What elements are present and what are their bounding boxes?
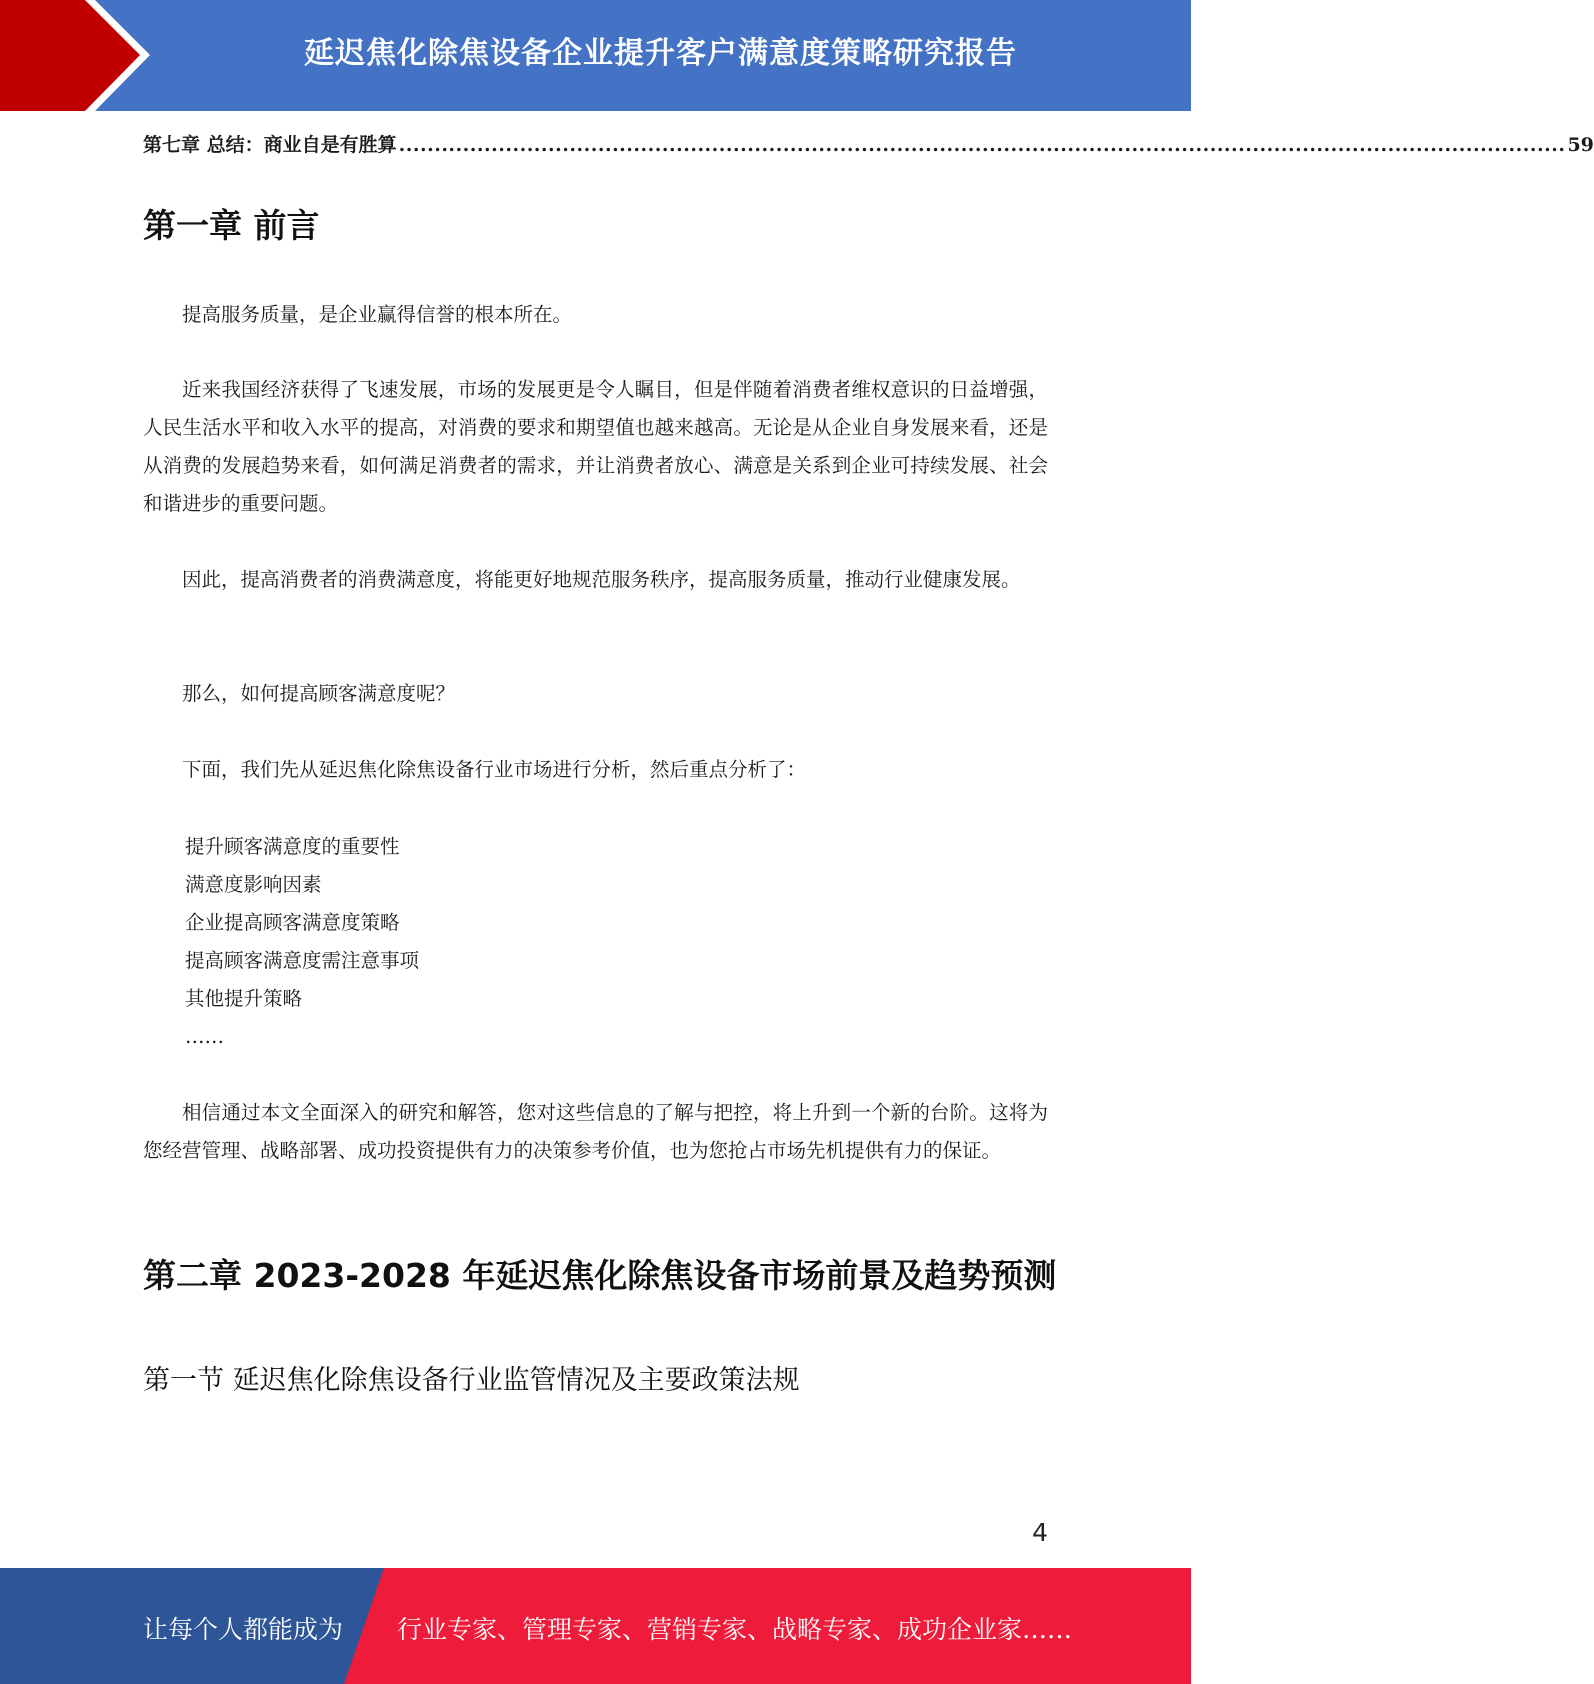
page-header (0, 0, 1191, 111)
toc-leader-dots: .................................................................................................................................................................... (398, 134, 1566, 156)
footer-slogan-right: 行业专家、管理专家、营销专家、战略专家、成功企业家…… (397, 1615, 1073, 1644)
paragraph-2: 近来我国经济获得了飞速发展，市场的发展更是令人瞩目，但是伴随着消费者维权意识的日益增强，人民生活水平和收入水平的提高，对消费的要求和期望值也越来越高。无论是从企业自身发展来看，还是从消费的发展趋势来看，如何满足消费者的需求，并让消费者放心、满意是关系到企业可持续发展、社会和谐进步的重要问题。 (143, 378, 1048, 515)
list-item: 其他提升策略 (185, 987, 303, 1010)
list-item: 企业提高顾客满意度策略 (185, 911, 400, 934)
page-footer (0, 1568, 1191, 1684)
section-1-title: 第一节 延迟焦化除焦设备行业监管情况及主要政策法规 (143, 1365, 800, 1396)
paragraph-5: 下面，我们先从延迟焦化除焦设备行业市场进行分析，然后重点分析了： (182, 758, 807, 781)
list-item: 提升顾客满意度的重要性 (185, 835, 400, 858)
toc-page-number: 59 (1567, 134, 1594, 156)
toc-entry[interactable] (143, 130, 1594, 157)
paragraph-3: 因此，提高消费者的消费满意度，将能更好地规范服务秩序，提高服务质量，推动行业健康发展。 (182, 568, 1021, 591)
analysis-topics-list (185, 828, 419, 1056)
paragraph-4: 那么，如何提高顾客满意度呢？ (182, 682, 456, 705)
chapter-1-title: 第一章 前言 (143, 206, 320, 245)
list-item: 满意度影响因素 (185, 873, 322, 896)
paragraph-closing: 相信通过本文全面深入的研究和解答，您对这些信息的了解与把控，将上升到一个新的台阶。这将为您经营管理、战略部署、成功投资提供有力的决策参考价值，也为您抢占市场先机提供有力的保证。 (143, 1101, 1048, 1162)
list-item: 提高顾客满意度需注意事项 (185, 949, 420, 972)
footer-slogan-left: 让每个人都能成为 (143, 1615, 344, 1644)
page-number: 4 (1032, 1518, 1048, 1547)
list-item: …… (185, 1025, 224, 1048)
toc-label: 第七章 总结：商业自是有胜算 (143, 134, 397, 156)
chapter-2-title: 第二章 2023-2028 年延迟焦化除焦设备市场前景及趋势预测 (143, 1256, 1057, 1295)
header-title: 延迟焦化除焦设备企业提升客户满意度策略研究报告 (304, 36, 1017, 71)
paragraph-1: 提高服务质量，是企业赢得信誉的根本所在。 (182, 303, 573, 326)
